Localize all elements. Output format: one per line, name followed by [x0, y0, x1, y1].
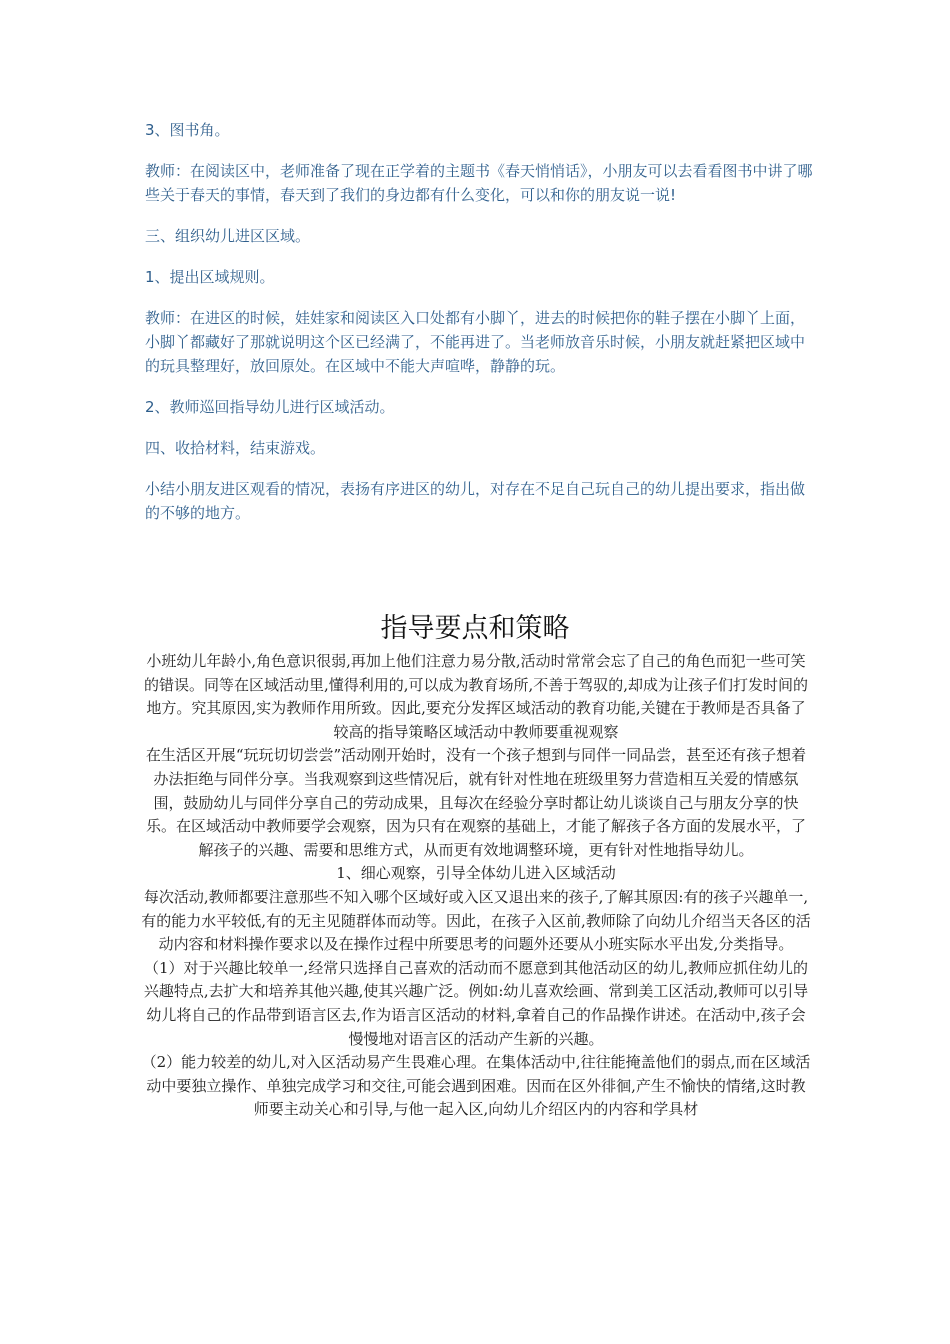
teacher-instruction-rules: 教师：在进区的时候，娃娃家和阅读区入口处都有小脚丫，进去的时候把你的鞋子摆在小脚丫上面，小脚丫都藏好了那就说明这个区已经满了，不能再进了。当老师放音乐时候，小朋友就赶紧把区域中的玩具整理好，放回原处。在区域中不能大声喧哗，静静的玩。	[145, 309, 806, 375]
body-paragraph: 小班幼儿年龄小,角色意识很弱,再加上他们注意力易分散,活动时常常会忘了自己的角色而犯一些可笑的错误。同等在区域活动里,懂得利用的,可以成为教育场所,不善于驾驭的,却成为让孩子们打发时间的地方。究其原因,实为教师作用所致。因此,要充分发挥区域活动的教育功能,关键在于教师是否具备了较高的指导策略区域活动中教师要重视观察	[143, 652, 809, 741]
section-heading-enter-areas: 三、组织幼儿进区区域。	[145, 227, 311, 245]
teacher-instruction-reading: 教师：在阅读区中，老师准备了现在正学着的主题书《春天悄悄话》，小朋友可以去看看图书中讲了哪些关于春天的事情，春天到了我们的身边都有什么变化，可以和你的朋友说一说!	[145, 162, 813, 204]
section-title: 指导要点和策略	[380, 613, 570, 644]
body-paragraph: 每次活动,教师都要注意那些不知入哪个区域好或入区又退出来的孩子,了解其原因:有的孩子兴趣单一,有的能力水平较低,有的无主见随群体而动等。因此，在孩子入区前,教师除了向幼儿介绍当天各区的活动内容和材料操作要求以及在操作过程中所要思考的问题外还要从小班实际水平出发,分类指导。	[141, 887, 811, 954]
step-heading-patrol-guidance: 2、教师巡回指导幼儿进行区域活动。	[145, 398, 395, 416]
step-heading-library-corner: 3、图书角。	[145, 121, 230, 139]
body-paragraph: 在生活区开展“玩玩切切尝尝”活动刚开始时，没有一个孩子想到与同伴一同品尝，甚至还有孩子想着办法拒绝与同伴分享。当我观察到这些情况后，就有针对性地在班级里努力营造相互关爱的情感氛围，鼓励幼儿与同伴分享自己的劳动成果，且每次在经验分享时都让幼儿谈谈自己与朋友分享的快乐。在区域活动中教师要学会观察，因为只有在观察的基础上，才能了解孩子各方面的发展水平，了解孩子的兴趣、需要和思维方式，从而更有效地调整环境，更有针对性地指导幼儿。	[145, 746, 807, 859]
lesson-steps-section	[145, 118, 815, 542]
section-heading-tidy-up: 四、收拾材料，结束游戏。	[145, 439, 326, 457]
guidance-body	[140, 650, 812, 1122]
summary-paragraph: 小结小朋友进区观看的情况，表扬有序进区的幼儿，对存在不足自己玩自己的幼儿提出要求，指出做的不够的地方。	[145, 480, 806, 522]
body-subheading: 1、细心观察，引导全体幼儿进入区域活动	[336, 864, 616, 883]
body-paragraph: （2）能力较差的幼儿,对入区活动易产生畏难心理。在集体活动中,往往能掩盖他们的弱点,而在区域活动中要独立操作、单独完成学习和交往,可能会遇到困难。因而在区外徘徊,产生不愉快的情绪,这时教师要主动关心和引导,与他一起入区,向幼儿介绍区内的内容和学具材	[141, 1053, 811, 1119]
body-paragraph: （1）对于兴趣比较单一,经常只选择自己喜欢的活动而不愿意到其他活动区的幼儿,教师应抓住幼儿的兴趣特点,去扩大和培养其他兴趣,使其兴趣广泛。例如:幼儿喜欢绘画、常到美工区活动,教师可以引导幼儿将自己的作品带到语言区去,作为语言区活动的材料,拿着自己的作品操作讲述。在活动中,孩子会慢慢地对语言区的活动产生新的兴趣。	[143, 958, 809, 1048]
step-heading-area-rules: 1、提出区域规则。	[145, 268, 275, 286]
